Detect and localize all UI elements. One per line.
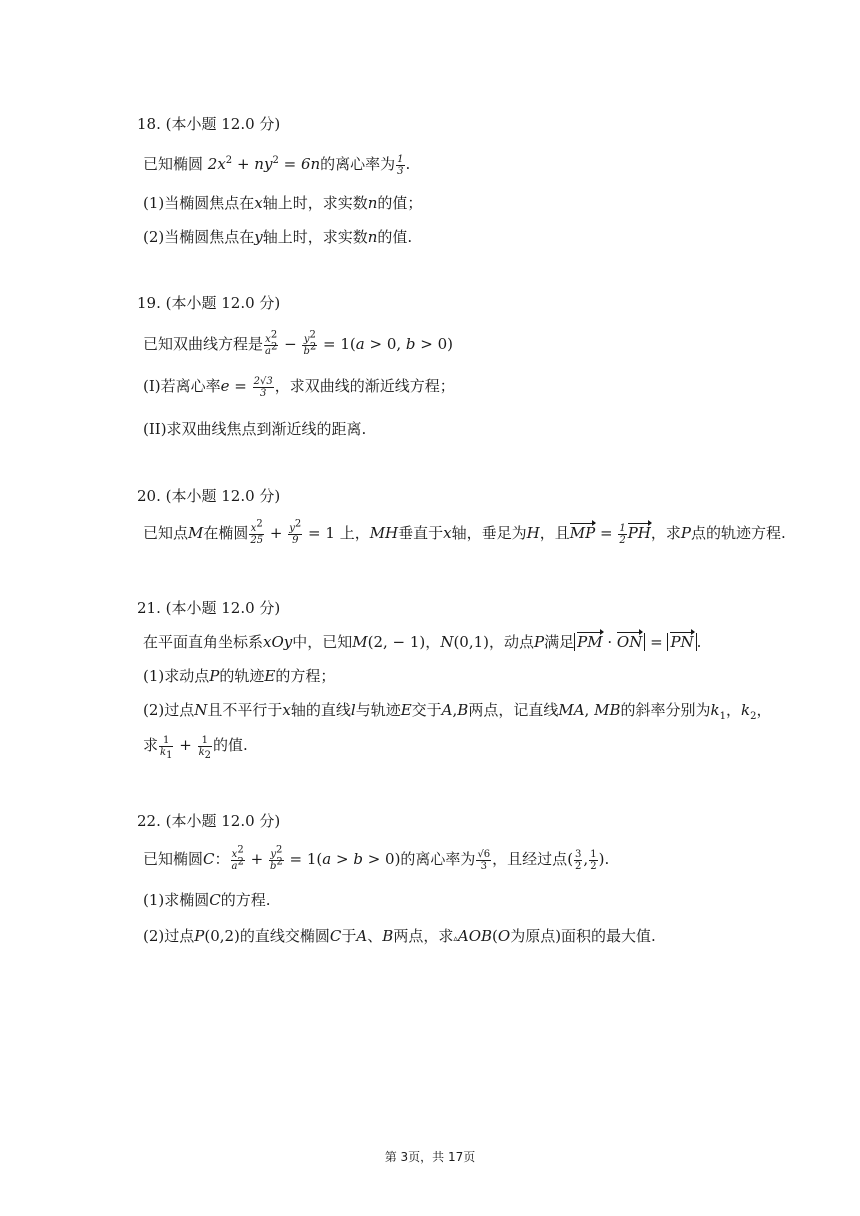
sub-question: (2)当椭圆焦点在y轴上时，求实数n的值.	[143, 228, 413, 246]
sub-question: (II)求双曲线焦点到渐近线的距离.	[143, 420, 367, 438]
sub-question: (2)过点N且不平行于x轴的直线l与轨迹E交于A,B两点，记直线MA, MB的斜率分别为$k_1$，$k_2$，	[143, 701, 772, 722]
sub-question: (1)当椭圆焦点在x轴上时，求实数n的值；	[143, 194, 423, 212]
question-header: 22. (本小题 12.0 分)	[137, 812, 281, 830]
question-header: 19. (本小题 12.0 分)	[137, 294, 281, 312]
page-footer: 第 3页，共 17页	[384, 1150, 476, 1164]
sub-question: 求 $\frac{1}{k_1}$ + $\frac{1}{k_2}$ 的值.	[143, 734, 248, 761]
question-stem: 已知椭圆C： $\frac{x^2}{a^2}$ + $\frac{y^2}{b^2}$ = 1(a > b > 0)的离心率为 $\frac{√6}{3}$ ，且经过点( $\frac{3}{2}$ , $\frac{1}{2}$ ).	[143, 844, 610, 872]
question-stem: 已知点M在椭圆 $\frac{x^2}{25}$ + $\frac{y^2}{9}$ = 1 上，MH垂直于x轴，垂足为H，且MP = $\frac{1}{2}$ PH，求P点的轨迹方程.	[143, 518, 786, 546]
sub-question: (2)过点P(0,2)的直线交椭圆C于A、B两点，求▵AOB(O为原点)面积的最大值.	[143, 927, 656, 945]
fraction: $\frac{1}{3}$	[397, 153, 404, 177]
question-header: 21. (本小题 12.0 分)	[137, 599, 281, 617]
sub-question: (1)求动点P的轨迹E的方程；	[143, 667, 336, 685]
sub-question: (I)若离心率e = $\frac{2√3}{3}$ ，求双曲线的渐近线方程；	[143, 375, 455, 399]
question-stem: 已知双曲线方程是 $\frac{x^2}{a^2}$ − $\frac{y^2}{b^2}$ = 1(a > 0, b > 0)	[143, 329, 454, 357]
question-header: 18. (本小题 12.0 分)	[137, 115, 281, 133]
question-stem: 在平面直角坐标系xOy中，已知M(2, − 1)，N(0,1)，动点P满足 PM · ON = PN .	[143, 633, 702, 651]
question-stem: 已知椭圆 $2x^2 + ny^2 = 6n$的离心率为 $\frac{1}{3}$ .	[143, 153, 411, 177]
question-header: 20. (本小题 12.0 分)	[137, 487, 281, 505]
sub-question: (1)求椭圆C的方程.	[143, 891, 271, 909]
